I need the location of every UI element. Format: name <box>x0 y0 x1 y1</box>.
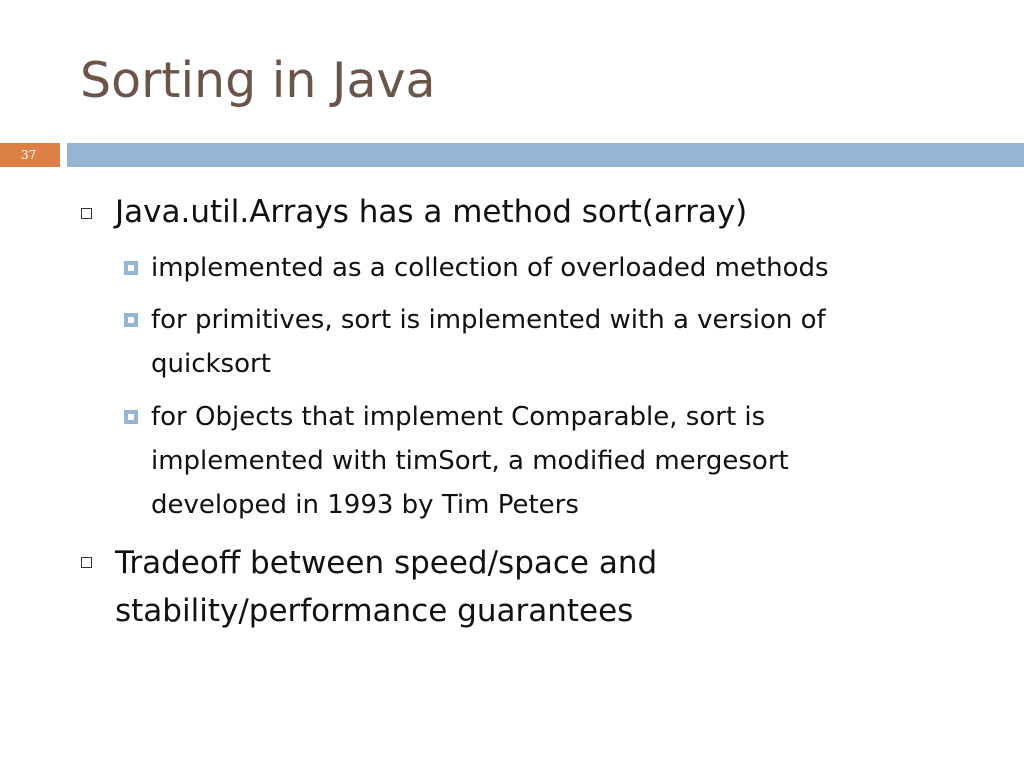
sub-bullet-text: implemented as a collection of overloaded methods <box>151 253 829 283</box>
square-bullet-icon <box>81 557 92 568</box>
filled-square-bullet-icon <box>124 313 138 327</box>
sub-bullet-text: implemented with timSort, a modified mergesort <box>151 446 789 476</box>
sub-bullet-text: for primitives, sort is implemented with a version of <box>151 305 826 335</box>
bullet-text: stability/performance guarantees <box>115 593 634 629</box>
sub-bullet-text: quicksort <box>151 349 271 379</box>
bullet-text: Tradeoff between speed/space and <box>115 545 658 581</box>
sub-bullet-item <box>151 298 826 386</box>
sub-bullet-item <box>151 395 789 527</box>
bullet-item <box>115 188 747 236</box>
bullet-text: Java.util.Arrays has a method sort(array) <box>115 194 748 230</box>
slide-number: 37 <box>0 143 60 167</box>
bullet-item <box>115 539 657 635</box>
slide-title: Sorting in Java <box>80 52 436 109</box>
sub-bullet-item <box>151 246 829 290</box>
filled-square-bullet-icon <box>124 410 138 424</box>
square-bullet-icon <box>81 208 92 219</box>
sub-bullet-text: for Objects that implement Comparable, sort is <box>151 402 766 432</box>
sub-bullet-text: developed in 1993 by Tim Peters <box>151 490 579 520</box>
filled-square-bullet-icon <box>124 261 138 275</box>
